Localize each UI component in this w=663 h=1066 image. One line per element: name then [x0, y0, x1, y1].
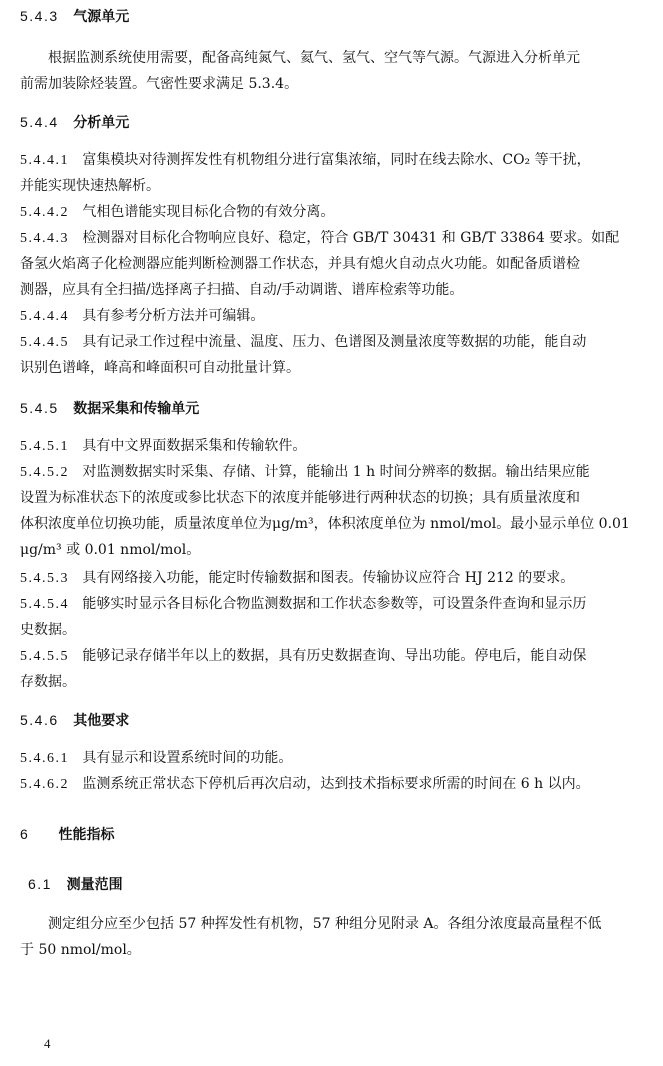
clause-text-line: 体积浓度单位切换功能，质量浓度单位为μg/m³，体积浓度单位为 nmol/mol。最小显示单位 0.01 — [20, 516, 630, 532]
clause-5-4-5-2 — [20, 460, 590, 485]
clause-text-line: μg/m³ 或 0.01 nmol/mol。 — [20, 542, 201, 558]
clause-5-4-5-1 — [20, 434, 306, 459]
clause-5-4-4-4 — [20, 304, 264, 329]
clause-text: 检测器对目标化合物响应良好、稳定，符合 GB/T 30431 和 GB/T 33864 要求。如配 — [82, 230, 620, 246]
clause-5-4-4-3 — [20, 226, 619, 251]
paragraph-line: 前需加装除烃装置。气密性要求满足 5.3.4。 — [20, 76, 299, 92]
clause-text-line: 并能实现快速热解析。 — [20, 178, 160, 194]
section-number: 5.4.5 — [20, 400, 59, 416]
clause-number: 5.4.5.4 — [20, 597, 69, 612]
clause-number: 5.4.5.5 — [20, 649, 69, 664]
clause-text-line: 存数据。 — [20, 674, 76, 690]
section-title: 性能指标 — [58, 827, 115, 843]
section-heading-6 — [20, 822, 115, 847]
section-number: 6 — [20, 826, 30, 842]
section-heading-5-4-4 — [20, 110, 129, 135]
clause-5-4-5-4 — [20, 592, 586, 617]
clause-5-4-5-5 — [20, 644, 586, 669]
paragraph-line: 根据监测系统使用需要，配备高纯氮气、氦气、氢气、空气等气源。气源进入分析单元 — [48, 50, 580, 66]
clause-number: 5.4.5.2 — [20, 465, 69, 480]
paragraph-line: 于 50 nmol/mol。 — [20, 942, 141, 958]
section-title: 其他要求 — [73, 713, 130, 729]
page-number: 4 — [44, 1036, 51, 1051]
clause-number: 5.4.4.3 — [20, 231, 69, 246]
clause-number: 5.4.4.1 — [20, 153, 69, 168]
clause-number: 5.4.4.2 — [20, 205, 69, 220]
clause-number: 5.4.4.5 — [20, 335, 69, 350]
clause-number: 5.4.5.3 — [20, 571, 69, 586]
clause-text: 富集模块对待测挥发性有机物组分进行富集浓缩，同时在线去除水、CO₂ 等干扰， — [82, 152, 591, 168]
section-title: 测量范围 — [66, 877, 123, 893]
section-heading-5-4-3 — [20, 4, 129, 29]
section-number: 5.4.6 — [20, 712, 59, 728]
section-number: 5.4.4 — [20, 114, 59, 130]
clause-number: 5.4.4.4 — [20, 309, 69, 324]
section-title: 数据采集和传输单元 — [73, 401, 200, 417]
clause-number: 5.4.6.1 — [20, 751, 69, 766]
clause-text-line: 史数据。 — [20, 622, 76, 638]
clause-text-line: 设置为标准状态下的浓度或参比状态下的浓度并能够进行两种状态的切换；具有质量浓度和 — [20, 490, 580, 506]
section-title: 气源单元 — [73, 9, 130, 25]
clause-text-line: 测器，应具有全扫描/选择离子扫描、自动/手动调谐、谱库检索等功能。 — [20, 282, 464, 298]
clause-text: 具有显示和设置系统时间的功能。 — [82, 750, 293, 766]
section-number: 6.1 — [28, 876, 52, 892]
clause-5-4-6-2 — [20, 772, 590, 797]
clause-number: 5.4.5.1 — [20, 439, 69, 454]
paragraph-line: 测定组分应至少包括 57 种挥发性有机物，57 种组分见附录 A。各组分浓度最高量程不低 — [48, 916, 602, 932]
clause-text-line: 识别色谱峰，峰高和峰面积可自动批量计算。 — [20, 360, 300, 376]
clause-text-line: 备氢火焰离子化检测器应能判断检测器工作状态，并具有熄火自动点火功能。如配备质谱检 — [20, 256, 580, 272]
section-title: 分析单元 — [73, 115, 130, 131]
clause-number: 5.4.6.2 — [20, 777, 69, 792]
section-heading-6-1 — [28, 872, 123, 897]
clause-5-4-5-3 — [20, 566, 574, 591]
clause-text: 具有中文界面数据采集和传输软件。 — [82, 438, 307, 454]
section-number: 5.4.3 — [20, 8, 59, 24]
clause-text: 具有记录工作过程中流量、温度、压力、色谱图及测量浓度等数据的功能，能自动 — [82, 334, 587, 350]
clause-5-4-4-1 — [20, 148, 591, 173]
clause-text: 能够实时显示各目标化合物监测数据和工作状态参数等，可设置条件查询和显示历 — [82, 596, 587, 612]
section-heading-5-4-6 — [20, 708, 129, 733]
clause-text: 具有参考分析方法并可编辑。 — [82, 308, 265, 324]
clause-5-4-6-1 — [20, 746, 292, 771]
clause-text: 气相色谱能实现目标化合物的有效分离。 — [82, 204, 335, 220]
clause-5-4-4-2 — [20, 200, 334, 225]
clause-text: 能够记录存储半年以上的数据，具有历史数据查询、导出功能。停电后，能自动保 — [82, 648, 587, 664]
clause-5-4-4-5 — [20, 330, 586, 355]
clause-text: 具有网络接入功能，能定时传输数据和图表。传输协议应符合 HJ 212 的要求。 — [82, 570, 575, 586]
clause-text: 监测系统正常状态下停机后再次启动，达到技术指标要求所需的时间在 6 h 以内。 — [82, 776, 590, 792]
section-heading-5-4-5 — [20, 396, 199, 421]
clause-text: 对监测数据实时采集、存储、计算，能输出 1 h 时间分辨率的数据。输出结果应能 — [82, 464, 590, 480]
